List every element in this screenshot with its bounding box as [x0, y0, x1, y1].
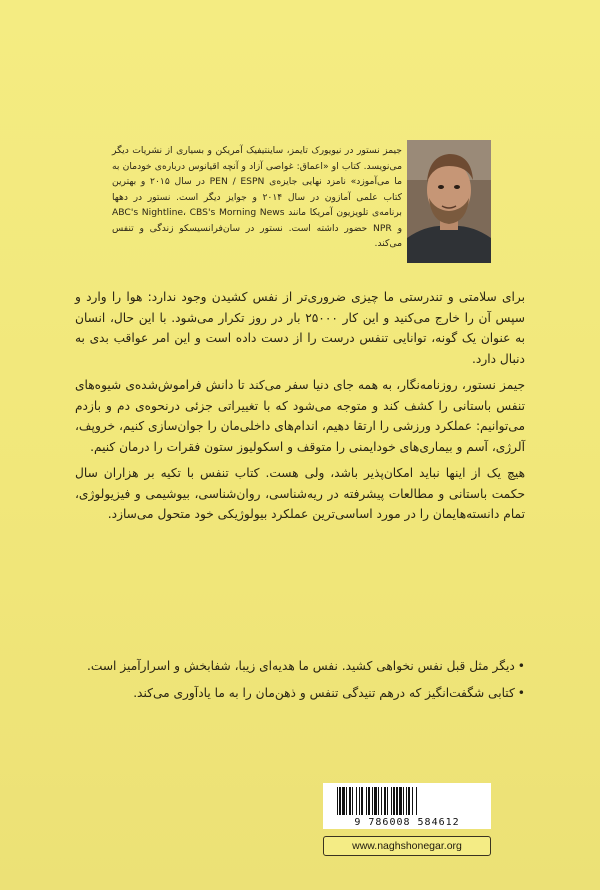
description-paragraph: جیمز نستور، روزنامه‌نگار، به همه جای دنیا سفر می‌کند تا دانش فراموش‌شده‌ی شیوه‌های تنفس باستانی را کشف کند و متوجه می‌شود که با تغییراتی جزئی درنحوه‌ی دم و بازدم می‌توانیم: عملکرد ورزشی را ارتقا دهیم، اندام‌های داخلی‌مان را جوان‌سازی کنیم، خروپف، آلرژی، آسم و بیماری‌های خودایمنی را متوقف و اسکولیوز ستون فقرات را درمان کنیم. — [75, 378, 525, 454]
author-bio: جیمز نستور در نیویورک تایمز، ساینتیفیک آمریکن و بسیاری از نشریات دیگر می‌نویسد. کتاب او «اعماق: غواصی آزاد و آنچه اقیانوس درباره‌ی خودمان به ما می‌آموزد» نامزد نهایی جایزه‌ی PEN / ESPN در سال ۲۰۱۵ و بهترین کتاب علمی آمازون در سال ۲۰۱۴ و جوایز دیگر است. نستور در دهها برنامه‌ی تلویزیون آمریکا مانند ABC's Nightline، CBS's Morning News و NPR حضور داشته است. نستور در سان‌فرانسیسکو زندگی و تنفس می‌کند. — [112, 145, 403, 249]
publisher-website[interactable]: www.naghshonegar.org — [323, 836, 491, 856]
blurb-list — [75, 656, 525, 709]
bullet-icon: • — [517, 659, 525, 673]
bullet-icon: • — [517, 685, 525, 700]
author-portrait-image — [407, 140, 491, 263]
isbn-barcode — [323, 783, 491, 829]
description-paragraph: هیچ یک از اینها نباید امکان‌پذیر باشد، ولی هست. کتاب تنفس با تکیه بر هزاران سال حکمت باستانی و مطالعات پیشرفته در ریه‌شناسی، روان‌شناسی، بیوشیمی و فیزیولوژی، تمام دانسته‌هایمان را در مورد اساسی‌ترین عملکرد بیولوژیکی خود متحول می‌سازد. — [75, 466, 525, 521]
isbn-number: 9 786008 584612 — [354, 817, 460, 828]
book-description — [75, 287, 525, 531]
blurb-item — [75, 683, 525, 704]
author-photo — [407, 140, 491, 263]
blurb-text: دیگر مثل قبل نفس نخواهی کشید. نفس ما هدیه‌ای زیبا، شفابخش و اسرارآمیز است. — [87, 659, 515, 673]
description-paragraph: برای سلامتی و تندرستی ما چیزی ضروری‌تر از نفس کشیدن وجود ندارد: هوا را وارد و سپس آن را خارج می‌کنید و این کار ۲۵۰۰۰ بار در روز تکرار می‌شود. با این حال، انسان به عنوان یک گونه، توانایی تنفس درست را از دست داده است و این امر عواقب بدی به دنبال دارد. — [75, 290, 525, 366]
barcode-bars — [323, 783, 491, 817]
blurb-item — [75, 656, 525, 677]
blurb-text: کتابی شگفت‌انگیز که درهم تنیدگی تنفس و ذهن‌مان را به ما یادآوری می‌کند. — [133, 685, 515, 700]
